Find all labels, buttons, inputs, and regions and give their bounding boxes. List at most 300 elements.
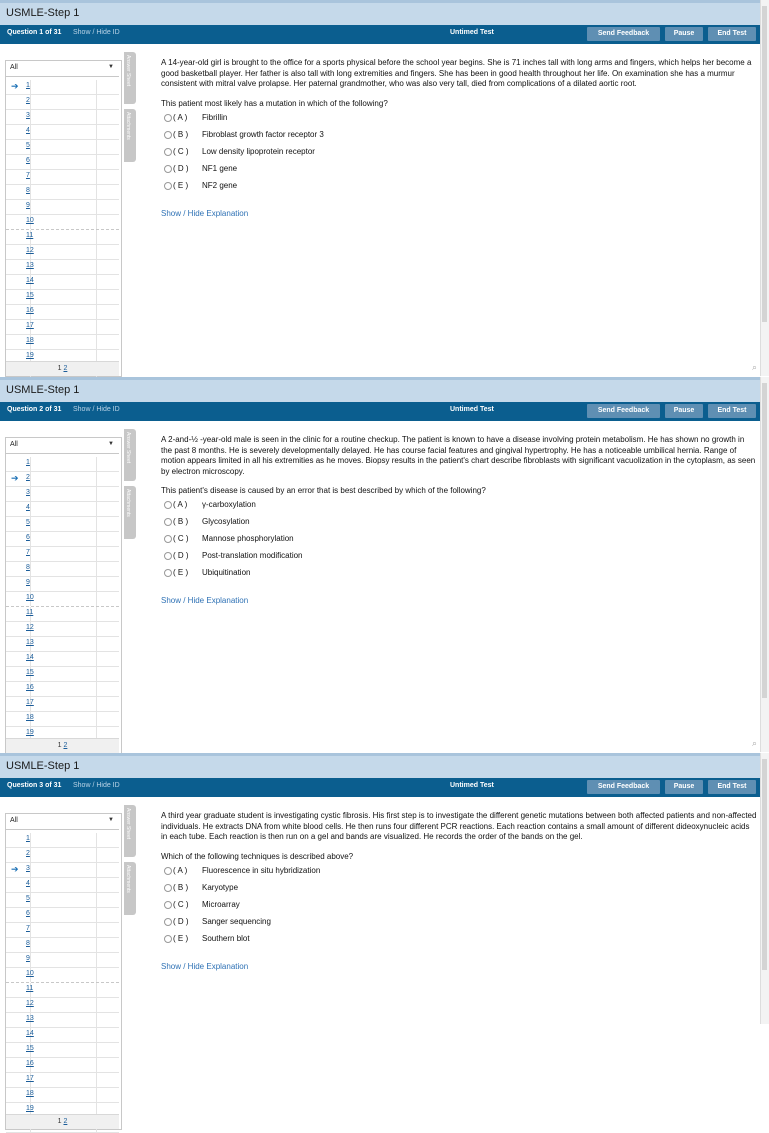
question-row[interactable]	[6, 185, 119, 200]
option-letter: ( D )	[173, 916, 189, 926]
question-row[interactable]	[6, 260, 119, 275]
resize-grip-icon: ⌕	[752, 738, 758, 748]
attachments-tab[interactable]	[124, 862, 136, 915]
column-divider	[30, 562, 31, 576]
column-divider	[96, 140, 97, 154]
answer-option[interactable]	[161, 499, 757, 516]
option-text: Post-translation modification	[202, 551, 303, 560]
question-filter-select[interactable]	[6, 438, 119, 454]
column-divider	[96, 155, 97, 169]
question-panel	[0, 753, 768, 1125]
question-row[interactable]	[6, 1028, 119, 1043]
radio-button[interactable]	[164, 131, 172, 139]
question-number-link[interactable]: 17	[26, 1075, 34, 1082]
question-row[interactable]	[6, 200, 119, 215]
question-row[interactable]	[6, 517, 119, 532]
column-divider	[96, 260, 97, 274]
question-number-link[interactable]: 10	[26, 217, 34, 224]
question-number-link[interactable]: 15	[26, 292, 34, 299]
column-divider	[96, 125, 97, 139]
question-number-link[interactable]: 16	[26, 307, 34, 314]
question-number-link[interactable]: 13	[26, 262, 34, 269]
send-feedback-button[interactable]: Send Feedback	[587, 404, 660, 418]
question-row[interactable]	[6, 592, 119, 607]
question-row[interactable]	[6, 833, 119, 848]
question-filter-select[interactable]	[6, 61, 119, 77]
radio-button[interactable]	[164, 569, 172, 577]
column-divider	[96, 562, 97, 576]
current-question-arrow-icon: ➔	[11, 81, 19, 91]
option-text: Southern blot	[202, 933, 250, 943]
option-text: Low density lipoprotein receptor	[202, 146, 315, 156]
question-row[interactable]	[6, 878, 119, 893]
question-row[interactable]	[6, 667, 119, 682]
column-divider	[30, 502, 31, 516]
test-mode-label: Untimed Test	[450, 29, 494, 36]
question-row[interactable]	[6, 230, 119, 245]
pagination	[6, 1114, 119, 1129]
question-number-link[interactable]: 18	[26, 337, 34, 344]
scrollbar-thumb[interactable]	[762, 6, 767, 322]
question-number-link[interactable]: 5	[26, 519, 30, 526]
attachments-tab-label: Attachments	[125, 112, 131, 140]
answer-option[interactable]	[161, 129, 757, 146]
column-divider	[30, 155, 31, 169]
end-test-button[interactable]: End Test	[708, 27, 756, 41]
question-row[interactable]	[6, 652, 119, 667]
show-hide-explanation-link[interactable]: Show / Hide Explanation	[161, 596, 249, 605]
option-text: NF2 gene	[202, 180, 238, 190]
column-divider	[96, 953, 97, 967]
question-number-link[interactable]: 17	[26, 699, 34, 706]
chevron-down-icon: ▼	[108, 817, 114, 823]
radio-button[interactable]	[164, 552, 172, 560]
question-number-link[interactable]: 3	[26, 865, 30, 872]
column-divider	[30, 923, 31, 937]
question-filter-select[interactable]	[6, 814, 119, 830]
answer-option[interactable]	[161, 882, 757, 899]
column-divider	[30, 487, 31, 501]
column-divider	[96, 697, 97, 711]
answer-option[interactable]	[161, 550, 757, 567]
question-row[interactable]	[6, 1013, 119, 1028]
question-number-link[interactable]: 12	[26, 247, 34, 254]
question-number-link[interactable]: 9	[26, 955, 30, 962]
column-divider	[96, 532, 97, 546]
question-number-link[interactable]: 2	[26, 850, 30, 857]
question-number-link[interactable]: 15	[26, 1045, 34, 1052]
question-number-link[interactable]: 12	[26, 624, 34, 631]
question-number-link[interactable]: 16	[26, 684, 34, 691]
radio-button[interactable]	[164, 114, 172, 122]
show-hide-id-link[interactable]: Show / Hide ID	[73, 782, 120, 789]
option-text: Sanger sequencing	[202, 916, 271, 926]
question-number-link[interactable]: 5	[26, 142, 30, 149]
column-divider	[30, 893, 31, 907]
question-number-link[interactable]: 13	[26, 1015, 34, 1022]
radio-button[interactable]	[164, 501, 172, 509]
attachments-tab-label: Attachments	[125, 489, 131, 517]
show-hide-id-link[interactable]: Show / Hide ID	[73, 406, 120, 413]
navigation-bar	[0, 778, 760, 797]
question-number-link[interactable]: 4	[26, 504, 30, 511]
option-letter: ( B )	[173, 517, 189, 526]
option-text: Karyotype	[202, 882, 239, 892]
question-row[interactable]	[6, 502, 119, 517]
radio-button[interactable]	[164, 867, 172, 875]
column-divider	[96, 607, 97, 621]
column-divider	[96, 863, 97, 877]
column-divider	[30, 532, 31, 546]
answer-sheet-tab-label: Answer Sheet	[125, 432, 131, 464]
question-number-link[interactable]: 17	[26, 322, 34, 329]
answer-sheet-tab[interactable]	[124, 805, 136, 857]
end-test-button[interactable]: End Test	[708, 780, 756, 794]
column-divider	[96, 1073, 97, 1087]
question-number-link[interactable]: 8	[26, 564, 30, 571]
column-divider	[96, 938, 97, 952]
question-number-link[interactable]: 7	[26, 172, 30, 179]
column-divider	[30, 833, 31, 847]
answer-sheet-panel	[5, 437, 122, 754]
question-counter: Question 2 of 31	[7, 406, 62, 413]
column-divider	[30, 517, 31, 531]
answer-option[interactable]	[161, 163, 757, 180]
question-number-link[interactable]: 6	[26, 534, 30, 541]
vertical-scrollbar[interactable]	[760, 377, 769, 752]
column-divider	[30, 953, 31, 967]
answer-option[interactable]	[161, 533, 757, 550]
question-content	[161, 58, 757, 218]
question-row[interactable]	[6, 983, 119, 998]
current-question-arrow-icon: ➔	[11, 473, 19, 483]
question-number-link[interactable]: 10	[26, 594, 34, 601]
question-row[interactable]	[6, 487, 119, 502]
question-row[interactable]	[6, 968, 119, 983]
radio-button[interactable]	[164, 901, 172, 909]
question-row[interactable]	[6, 697, 119, 712]
chevron-down-icon: ▼	[108, 441, 114, 447]
answer-option[interactable]	[161, 146, 757, 163]
question-number-link[interactable]: 3	[26, 489, 30, 496]
question-number-link[interactable]: 18	[26, 1090, 34, 1097]
question-number-link[interactable]: 14	[26, 1030, 34, 1037]
column-divider	[96, 712, 97, 726]
attachments-tab[interactable]	[124, 486, 136, 539]
option-letter: ( E )	[173, 180, 189, 190]
answer-option[interactable]	[161, 180, 757, 197]
column-divider	[96, 1028, 97, 1042]
question-row[interactable]	[6, 125, 119, 140]
question-counter: Question 3 of 31	[7, 782, 62, 789]
radio-button[interactable]	[164, 148, 172, 156]
column-divider	[96, 502, 97, 516]
test-mode-label: Untimed Test	[450, 406, 494, 413]
question-number-link[interactable]: 2	[26, 97, 30, 104]
option-letter: ( A )	[173, 500, 188, 509]
page-1[interactable]: 1	[57, 742, 62, 749]
question-row[interactable]	[6, 305, 119, 320]
answer-options	[161, 865, 757, 950]
answer-sheet-tab-label: Answer Sheet	[125, 55, 131, 87]
question-row[interactable]	[6, 848, 119, 863]
column-divider	[30, 457, 31, 471]
question-prompt: Which of the following techniques is described above?	[161, 851, 354, 861]
scrollbar-thumb[interactable]	[762, 383, 767, 698]
question-row[interactable]	[6, 1088, 119, 1103]
question-row[interactable]	[6, 532, 119, 547]
option-text: Fibrillin	[202, 112, 228, 122]
question-number-link[interactable]: 19	[26, 352, 34, 359]
question-row[interactable]	[6, 908, 119, 923]
question-number-link[interactable]: 7	[26, 549, 30, 556]
radio-button[interactable]	[164, 935, 172, 943]
question-number-link[interactable]: 7	[26, 925, 30, 932]
question-row[interactable]	[6, 1073, 119, 1088]
question-number-link[interactable]: 6	[26, 157, 30, 164]
question-row[interactable]	[6, 712, 119, 727]
option-letter: ( A )	[173, 865, 188, 875]
question-row[interactable]	[6, 682, 119, 697]
question-number-link[interactable]: 14	[26, 277, 34, 284]
answer-options	[161, 499, 757, 584]
answer-sheet-tab-label: Answer Sheet	[125, 808, 131, 840]
question-counter: Question 1 of 31	[7, 29, 62, 36]
title-bar	[0, 0, 760, 25]
question-panel	[0, 0, 768, 376]
option-letter: ( C )	[173, 534, 189, 543]
column-divider	[30, 110, 31, 124]
answer-option[interactable]	[161, 516, 757, 533]
question-number-link[interactable]: 2	[26, 474, 30, 481]
column-divider	[96, 547, 97, 561]
column-divider	[96, 320, 97, 334]
question-number-link[interactable]: 14	[26, 654, 34, 661]
question-row[interactable]	[6, 938, 119, 953]
column-divider	[96, 592, 97, 606]
answer-option[interactable]	[161, 112, 757, 129]
question-number-link[interactable]: 1	[26, 835, 30, 842]
answer-sheet-panel	[5, 60, 122, 377]
show-hide-explanation-link[interactable]: Show / Hide Explanation	[161, 961, 249, 971]
question-number-link[interactable]: 12	[26, 1000, 34, 1007]
title-bar	[0, 753, 760, 778]
question-row[interactable]	[6, 170, 119, 185]
attachments-tab-label: Attachments	[125, 865, 131, 893]
radio-button[interactable]	[164, 165, 172, 173]
question-row[interactable]	[6, 215, 119, 230]
attachments-tab[interactable]	[124, 109, 136, 162]
question-list	[6, 833, 119, 1133]
vertical-scrollbar[interactable]	[760, 0, 769, 376]
filter-value: All	[10, 817, 18, 824]
radio-button[interactable]	[164, 535, 172, 543]
question-number-link[interactable]: 13	[26, 639, 34, 646]
app-title: USMLE-Step 1	[6, 760, 80, 772]
question-number-link[interactable]: 16	[26, 1060, 34, 1067]
column-divider	[96, 1013, 97, 1027]
column-divider	[96, 878, 97, 892]
option-letter: ( D )	[173, 551, 189, 560]
question-number-link[interactable]: 9	[26, 202, 30, 209]
column-divider	[96, 170, 97, 184]
question-number-link[interactable]: 4	[26, 880, 30, 887]
column-divider	[30, 80, 31, 94]
vertical-scrollbar[interactable]	[760, 753, 769, 1024]
column-divider	[96, 185, 97, 199]
show-hide-explanation-link[interactable]: Show / Hide Explanation	[161, 208, 249, 218]
question-number-link[interactable]: 9	[26, 579, 30, 586]
show-hide-id-link[interactable]: Show / Hide ID	[73, 29, 120, 36]
question-row[interactable]	[6, 893, 119, 908]
title-bar	[0, 377, 760, 402]
page-2-link[interactable]: 2	[63, 1118, 68, 1125]
question-number-link[interactable]: 11	[26, 609, 34, 616]
question-row[interactable]	[6, 863, 119, 878]
page-1[interactable]: 1	[57, 365, 62, 372]
column-divider	[96, 290, 97, 304]
question-row[interactable]	[6, 923, 119, 938]
answer-option[interactable]	[161, 916, 757, 933]
question-row[interactable]	[6, 547, 119, 562]
radio-button[interactable]	[164, 918, 172, 926]
question-row[interactable]	[6, 290, 119, 305]
question-number-link[interactable]: 10	[26, 970, 34, 977]
answer-options	[161, 112, 757, 197]
column-divider	[96, 335, 97, 349]
question-content	[161, 811, 757, 971]
option-text: Ubiquitination	[202, 568, 251, 577]
question-row[interactable]	[6, 622, 119, 637]
answer-sheet-tab[interactable]	[124, 429, 136, 481]
page-2-link[interactable]: 2	[63, 742, 68, 749]
column-divider	[96, 983, 97, 997]
scrollbar-thumb[interactable]	[762, 759, 767, 970]
column-divider	[96, 215, 97, 229]
answer-sheet-panel	[5, 813, 122, 1130]
radio-button[interactable]	[164, 182, 172, 190]
question-prompt: This patient's disease is caused by an error that is best described by which of the following?	[161, 486, 486, 495]
pagination	[6, 738, 119, 753]
question-content	[161, 435, 757, 605]
pause-button[interactable]: Pause	[665, 780, 703, 794]
answer-option[interactable]	[161, 567, 757, 584]
column-divider	[96, 833, 97, 847]
column-divider	[30, 170, 31, 184]
question-list	[6, 80, 119, 380]
question-number-link[interactable]: 8	[26, 940, 30, 947]
pause-button[interactable]: Pause	[665, 404, 703, 418]
question-row[interactable]	[6, 80, 119, 95]
question-row[interactable]	[6, 472, 119, 487]
question-number-link[interactable]: 18	[26, 714, 34, 721]
column-divider	[96, 305, 97, 319]
question-stem: A third year graduate student is investigating cystic fibrosis. His first step is to investigate the different genetic mutations between both affected patients and non-affected individuals. He extracts DNA from white blood cells. He then runs four different PCR reactions. Each reaction contains a small amount of different dideoxynucleic acids in each tube. Each reaction is then run on a gel and bands are visualized. He records the order of the bands on the gel.	[161, 811, 757, 841]
question-stem: A 2-and-½ -year-old male is seen in the clinic for a routine checkup. The patient is known to have a disease involving protein metabolism. He has shown no growth in the past 8 months. He is severely developmentally delayed. He has course facial features and gingival hypertrophy. He has a noticeable umbilical hernia. Range of motion appears limited in all his extremities as he moves. Biopsy results in the patient's chart describe fibroblasts with significant vacuolization in the cytoplasm, as seen by electron microscopy.	[161, 435, 756, 476]
question-number-link[interactable]: 8	[26, 187, 30, 194]
column-divider	[96, 577, 97, 591]
column-divider	[30, 863, 31, 877]
pause-button[interactable]: Pause	[665, 27, 703, 41]
question-number-link[interactable]: 11	[26, 232, 34, 239]
question-row[interactable]	[6, 953, 119, 968]
column-divider	[96, 95, 97, 109]
question-number-link[interactable]: 15	[26, 669, 34, 676]
question-row[interactable]	[6, 1043, 119, 1058]
option-letter: ( E )	[173, 568, 189, 577]
column-divider	[30, 125, 31, 139]
question-number-link[interactable]: 11	[26, 985, 34, 992]
question-number-link[interactable]: 19	[26, 1105, 34, 1112]
question-number-link[interactable]: 4	[26, 127, 30, 134]
column-divider	[96, 682, 97, 696]
question-row[interactable]	[6, 320, 119, 335]
question-row[interactable]	[6, 155, 119, 170]
send-feedback-button[interactable]: Send Feedback	[587, 27, 660, 41]
answer-sheet-tab[interactable]	[124, 52, 136, 104]
question-number-link[interactable]: 3	[26, 112, 30, 119]
answer-option[interactable]	[161, 899, 757, 916]
column-divider	[30, 878, 31, 892]
chevron-down-icon: ▼	[108, 64, 114, 70]
question-row[interactable]	[6, 140, 119, 155]
column-divider	[96, 230, 97, 244]
question-row[interactable]	[6, 335, 119, 350]
end-test-button[interactable]: End Test	[708, 404, 756, 418]
page-2-link[interactable]: 2	[63, 365, 68, 372]
pagination	[6, 361, 119, 376]
page-1[interactable]: 1	[57, 1118, 62, 1125]
question-number-link[interactable]: 1	[26, 459, 30, 466]
question-row[interactable]	[6, 607, 119, 622]
app-title: USMLE-Step 1	[6, 7, 80, 19]
column-divider	[96, 275, 97, 289]
question-number-link[interactable]: 5	[26, 895, 30, 902]
question-row[interactable]	[6, 275, 119, 290]
column-divider	[96, 652, 97, 666]
resize-grip-icon: ⌕	[752, 362, 758, 372]
question-number-link[interactable]: 1	[26, 82, 30, 89]
radio-button[interactable]	[164, 884, 172, 892]
question-number-link[interactable]: 6	[26, 910, 30, 917]
column-divider	[96, 848, 97, 862]
radio-button[interactable]	[164, 518, 172, 526]
answer-option[interactable]	[161, 933, 757, 950]
question-row[interactable]	[6, 110, 119, 125]
column-divider	[30, 472, 31, 486]
answer-option[interactable]	[161, 865, 757, 882]
column-divider	[30, 547, 31, 561]
question-number-link[interactable]: 19	[26, 729, 34, 736]
question-panel	[0, 377, 768, 752]
column-divider	[96, 110, 97, 124]
question-row[interactable]	[6, 577, 119, 592]
question-row[interactable]	[6, 637, 119, 652]
column-divider	[96, 472, 97, 486]
option-letter: ( C )	[173, 146, 189, 156]
column-divider	[30, 185, 31, 199]
column-divider	[96, 200, 97, 214]
option-text: Microarray	[202, 899, 240, 909]
question-row[interactable]	[6, 998, 119, 1013]
send-feedback-button[interactable]: Send Feedback	[587, 780, 660, 794]
question-row[interactable]	[6, 1058, 119, 1073]
option-letter: ( D )	[173, 163, 189, 173]
question-row[interactable]	[6, 457, 119, 472]
question-row[interactable]	[6, 95, 119, 110]
question-row[interactable]	[6, 245, 119, 260]
question-row[interactable]	[6, 562, 119, 577]
